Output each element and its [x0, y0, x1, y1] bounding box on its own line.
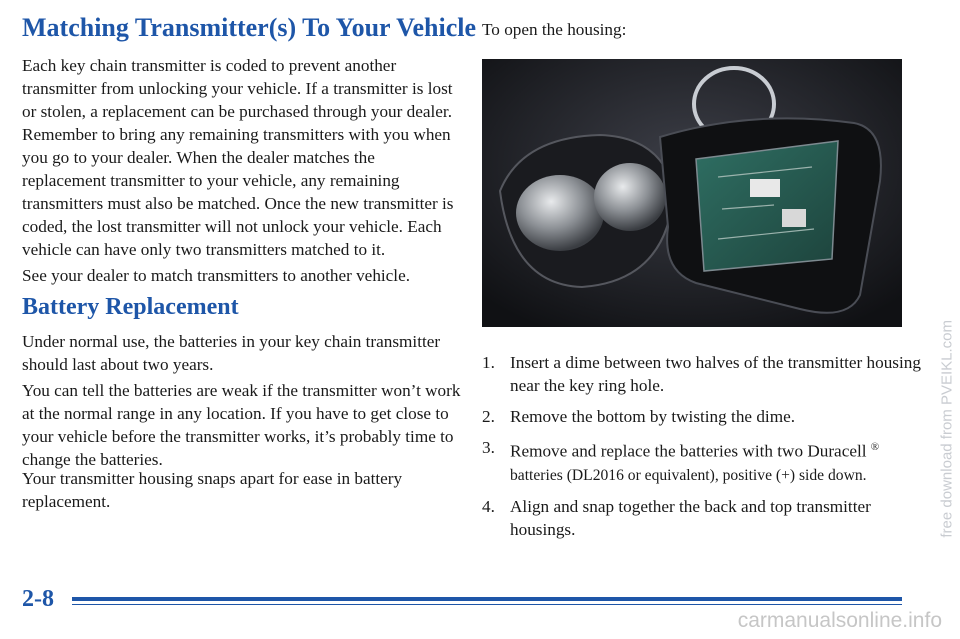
- footer-rule: [72, 597, 902, 601]
- transmitter-photo: [482, 59, 902, 327]
- step-number: 4.: [482, 496, 495, 516]
- page-number: 2-8: [22, 586, 54, 612]
- paragraph-see-dealer: See your dealer to match transmitters to another vehicle.: [22, 266, 411, 285]
- paragraph-matching: Each key chain transmitter is coded to prevent another transmitter from unlocking your vehicle. If a transmitter is lost or stolen, a replacement can be purchased through your dealer. Remember to bring any remaining transmitters with you when you go to your dealer. When the dealer matches the replacement transmitter to your vehicle, any remaining transmitters must also be matched. Once the new transmitter is coded, the lost transmitter will not unlock your vehicle. Each vehicle can have only two transmitters matched to it.: [22, 56, 454, 259]
- step-text: Remove and replace the batteries with two Duracell: [510, 441, 867, 461]
- step-2: [482, 405, 922, 428]
- step-3: [482, 436, 922, 487]
- side-watermark: free download from PVEIKL.com: [939, 320, 956, 538]
- step-text: Insert a dime between two halves of the transmitter housing near the key ring hole.: [510, 353, 921, 395]
- step-text: Remove the bottom by twisting the dime.: [510, 407, 795, 426]
- section-title-battery: Battery Replacement: [22, 294, 239, 320]
- step-4: [482, 495, 922, 541]
- site-watermark: carmanualsonline.info: [737, 609, 942, 632]
- step-number: 1.: [482, 353, 495, 372]
- step-text: Align and snap together the back and top transmitter housings.: [510, 496, 871, 539]
- step-1: [482, 351, 922, 397]
- paragraph-housing: Your transmitter housing snaps apart for ease in battery replacement.: [22, 469, 403, 511]
- step-text-continued: batteries (DL2016 or equivalent), positive (+) side down.: [510, 466, 867, 484]
- open-housing-intro: To open the housing:: [482, 20, 627, 39]
- step-number: 2.: [482, 407, 495, 426]
- step-number: 3.: [482, 438, 495, 457]
- section-title-matching: Matching Transmitter(s) To Your Vehicle: [22, 13, 477, 42]
- housing-steps: [482, 351, 922, 549]
- paragraph-weak-batteries: You can tell the batteries are weak if the transmitter won’t work at the normal range in any location. If you have to get close to your vehicle before the transmitter works, it’s probably time to change the batteries.: [22, 381, 461, 469]
- paragraph-normal-use: Under normal use, the batteries in your key chain transmitter should last about two years.: [22, 332, 441, 374]
- footer-rule-thin: [72, 604, 902, 605]
- registered-mark: ®: [870, 441, 880, 453]
